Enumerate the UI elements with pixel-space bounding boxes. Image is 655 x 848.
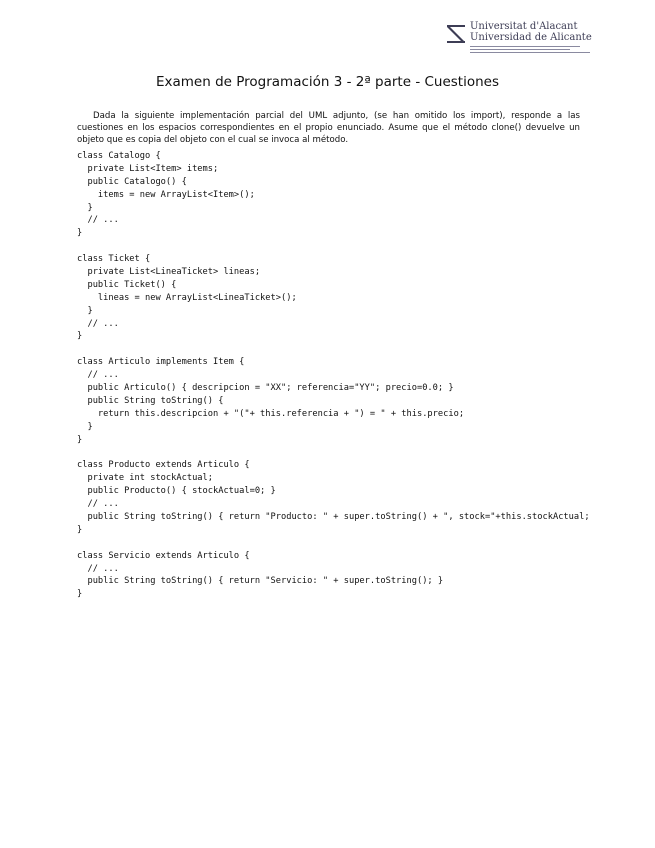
code-line: public String toString() { return "Servicio: " + super.toString(); } [77, 576, 444, 587]
university-emblem-icon [446, 22, 466, 44]
code-line: // ... [77, 499, 119, 510]
code-line [77, 240, 590, 253]
code-line: class Producto extends Articulo { [77, 460, 250, 471]
code-line [77, 446, 590, 459]
logo-subtitle-decoration [470, 46, 580, 47]
code-line: // ... [77, 215, 119, 226]
code-line: class Servicio extends Articulo { [77, 550, 250, 561]
code-line: } [77, 331, 83, 342]
code-line: public Articulo() { descripcion = "XX"; referencia="YY"; precio=0.0; } [77, 383, 454, 394]
code-line: } [77, 524, 83, 535]
logo-line-valencian: Universitat d'Alacant [470, 21, 578, 32]
code-line: private List<LineaTicket> lineas; [77, 267, 261, 278]
code-line: class Catalogo { [77, 151, 161, 161]
code-line: // ... [77, 370, 119, 381]
code-line: public Ticket() { [77, 279, 177, 290]
code-line: lineas = new ArrayList<LineaTicket>(); [77, 292, 297, 303]
logo-subtitle-decoration [470, 52, 590, 53]
code-listing [77, 150, 590, 601]
code-line: public String toString() { [77, 395, 224, 406]
code-line: } [77, 305, 93, 316]
code-line: public Producto() { stockActual=0; } [77, 486, 276, 497]
code-line: // ... [77, 318, 119, 329]
code-line: public String toString() { return "Producto: " + super.toString() + ", stock="+this.stockActual; [77, 511, 590, 522]
code-line: } [77, 434, 83, 445]
exam-title: Examen de Programación 3 - 2ª parte - Cuestiones [155, 74, 500, 90]
code-line: private List<Item> items; [77, 163, 219, 174]
code-line: class Articulo implements Item { [77, 357, 245, 368]
logo-line-spanish: Universidad de Alicante [470, 32, 592, 43]
code-line: private int stockActual; [77, 473, 213, 484]
code-line: // ... [77, 563, 119, 574]
university-logo [446, 20, 592, 60]
code-line: public Catalogo() { [77, 176, 187, 187]
intro-paragraph: Dada la siguiente implementación parcial del UML adjunto, (se han omitido los import), responde a las cuestiones en los espacios correspondientes en el propio enunciado. Asume que el método clone() devuelve un objeto que es copia del objeto con el cual se invoca al método. [77, 110, 580, 146]
code-line [77, 343, 590, 356]
code-line [77, 537, 590, 550]
code-line: items = new ArrayList<Item>(); [77, 189, 255, 200]
code-line: return this.descripcion + "("+ this.referencia + ") = " + this.precio; [77, 408, 465, 419]
logo-subtitle-decoration [470, 49, 570, 50]
code-line: } [77, 421, 93, 432]
code-line: } [77, 202, 93, 213]
code-line: class Ticket { [77, 254, 151, 265]
code-line: } [77, 228, 83, 239]
code-line: } [77, 589, 83, 600]
